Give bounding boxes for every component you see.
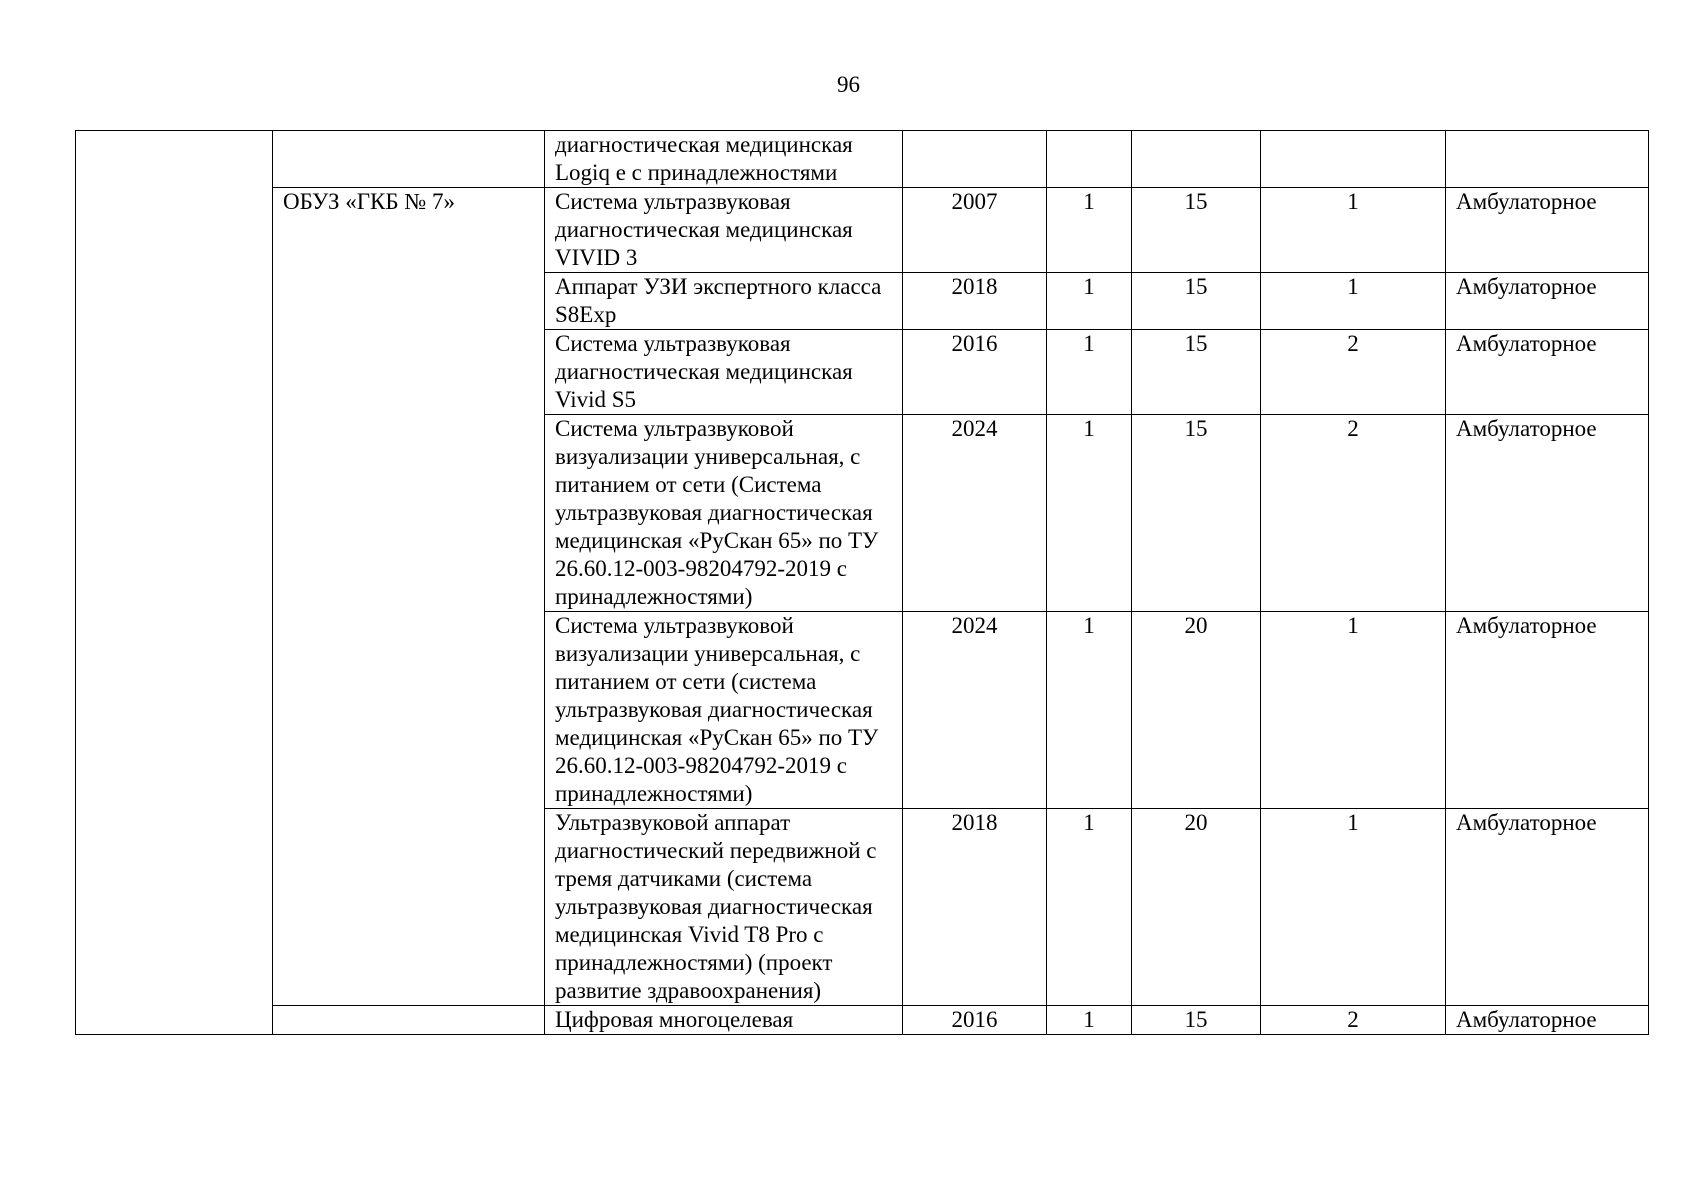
shifts-cell: 1 (1261, 612, 1446, 809)
mode-cell: Амбулаторное (1446, 612, 1649, 809)
device-cell: диагностическая медицинская Logiq e с принадлежностями (545, 131, 903, 188)
quantity-cell: 1 (1047, 1006, 1132, 1035)
shifts-cell: 1 (1261, 809, 1446, 1006)
quantity-cell: 1 (1047, 188, 1132, 273)
device-cell: Аппарат УЗИ экспертного класса S8Exp (545, 273, 903, 330)
count-cell: 15 (1132, 273, 1261, 330)
device-cell: Система ультразвуковая диагностическая медицинская VIVID 3 (545, 188, 903, 273)
table-row (76, 131, 1649, 188)
quantity-cell: 1 (1047, 330, 1132, 415)
count-cell: 20 (1132, 809, 1261, 1006)
mode-cell (1446, 131, 1649, 188)
year-cell: 2024 (903, 612, 1047, 809)
device-cell: Система ультразвуковой визуализации универсальная, с питанием от сети (Система ультразвуковая диагностическая медицинская «РуСкан 65» по ТУ 26.60.12-003-98204792-2019 с принадлежностями) (545, 415, 903, 612)
count-cell: 15 (1132, 415, 1261, 612)
shifts-cell: 2 (1261, 415, 1446, 612)
table-row (76, 1006, 1649, 1035)
organization-cell (273, 1006, 545, 1035)
mode-cell: Амбулаторное (1446, 330, 1649, 415)
shifts-cell: 2 (1261, 1006, 1446, 1035)
count-cell: 20 (1132, 612, 1261, 809)
year-cell: 2007 (903, 188, 1047, 273)
count-cell: 15 (1132, 188, 1261, 273)
year-cell (903, 131, 1047, 188)
mode-cell: Амбулаторное (1446, 809, 1649, 1006)
shifts-cell: 2 (1261, 330, 1446, 415)
count-cell: 15 (1132, 330, 1261, 415)
mode-cell: Амбулаторное (1446, 415, 1649, 612)
device-cell: Ультразвуковой аппарат диагностический передвижной с тремя датчиками (система ультразвуковая диагностическая медицинская Vivid T8 Pro с принадлежностями) (проект развитие здравоохранения) (545, 809, 903, 1006)
quantity-cell: 1 (1047, 273, 1132, 330)
device-cell: Цифровая многоцелевая (545, 1006, 903, 1035)
organization-cell: ОБУЗ «ГКБ № 7» (273, 188, 545, 1006)
region-cell (76, 131, 273, 1035)
quantity-cell: 1 (1047, 415, 1132, 612)
equipment-table (75, 130, 1649, 1035)
year-cell: 2016 (903, 1006, 1047, 1035)
page-number: 96 (837, 72, 860, 97)
quantity-cell (1047, 131, 1132, 188)
device-cell: Система ультразвуковая диагностическая медицинская Vivid S5 (545, 330, 903, 415)
quantity-cell: 1 (1047, 809, 1132, 1006)
shifts-cell (1261, 131, 1446, 188)
year-cell: 2024 (903, 415, 1047, 612)
mode-cell: Амбулаторное (1446, 273, 1649, 330)
organization-cell (273, 131, 545, 188)
shifts-cell: 1 (1261, 273, 1446, 330)
mode-cell: Амбулаторное (1446, 188, 1649, 273)
count-cell (1132, 131, 1261, 188)
mode-cell: Амбулаторное (1446, 1006, 1649, 1035)
quantity-cell: 1 (1047, 612, 1132, 809)
year-cell: 2018 (903, 273, 1047, 330)
year-cell: 2016 (903, 330, 1047, 415)
year-cell: 2018 (903, 809, 1047, 1006)
table-row (76, 188, 1649, 273)
device-cell: Система ультразвуковой визуализации универсальная, с питанием от сети (система ультразвуковая диагностическая медицинская «РуСкан 65» по ТУ 26.60.12-003-98204792-2019 с принадлежностями) (545, 612, 903, 809)
shifts-cell: 1 (1261, 188, 1446, 273)
count-cell: 15 (1132, 1006, 1261, 1035)
